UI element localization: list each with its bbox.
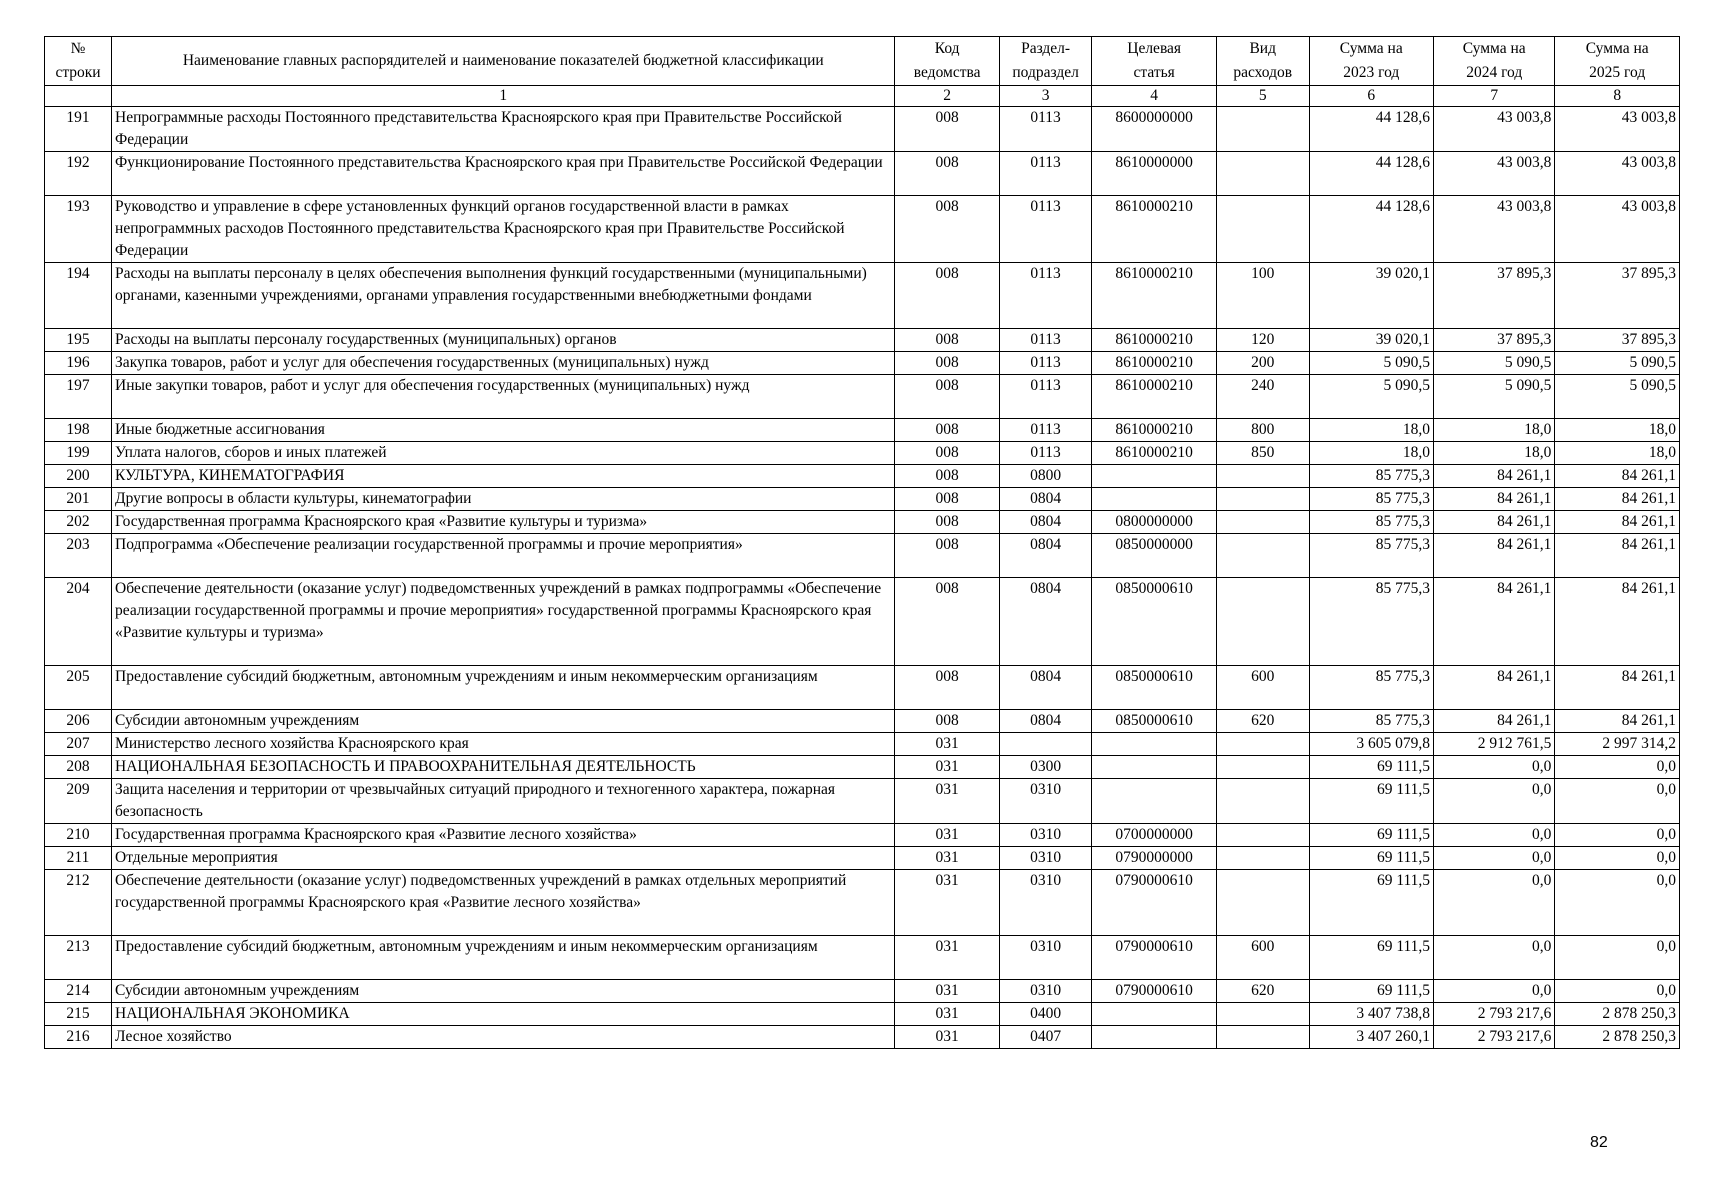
row-exp-type — [1216, 847, 1309, 870]
row-sum-2025: 43 003,8 — [1555, 196, 1680, 263]
row-sum-2024: 0,0 — [1434, 980, 1555, 1003]
row-sum-2024: 2 793 217,6 — [1434, 1003, 1555, 1026]
row-target: 8610000210 — [1092, 419, 1217, 442]
row-name: Уплата налогов, сборов и иных платежей — [112, 442, 895, 465]
row-sum-2023: 85 775,3 — [1309, 710, 1434, 733]
table-row — [45, 488, 1680, 511]
row-number: 199 — [45, 442, 112, 465]
row-sum-2023: 69 111,5 — [1309, 936, 1434, 980]
row-sum-2025: 18,0 — [1555, 419, 1680, 442]
row-exp-type — [1216, 196, 1309, 263]
row-sum-2024: 43 003,8 — [1434, 196, 1555, 263]
table-row — [45, 465, 1680, 488]
row-sum-2024: 0,0 — [1434, 936, 1555, 980]
row-section: 0804 — [999, 578, 1092, 666]
row-exp-type: 600 — [1216, 666, 1309, 710]
row-section: 0310 — [999, 870, 1092, 936]
row-name: Обеспечение деятельности (оказание услуг) подведомственных учреждений в рамках подпрограммы «Обеспечение реализации государственной программы и прочие мероприятия» государственной программы Красноярского края «Развитие культуры и туризма» — [112, 578, 895, 666]
row-sum-2024: 2 793 217,6 — [1434, 1026, 1555, 1049]
table-body — [45, 107, 1680, 1049]
row-exp-type — [1216, 824, 1309, 847]
row-sum-2025: 84 261,1 — [1555, 710, 1680, 733]
row-sum-2025: 0,0 — [1555, 936, 1680, 980]
row-target: 0850000610 — [1092, 710, 1217, 733]
row-sum-2025: 0,0 — [1555, 756, 1680, 779]
row-section: 0407 — [999, 1026, 1092, 1049]
row-sum-2024: 5 090,5 — [1434, 352, 1555, 375]
table-row — [45, 578, 1680, 666]
row-target — [1092, 1003, 1217, 1026]
row-sum-2024: 84 261,1 — [1434, 666, 1555, 710]
row-number: 192 — [45, 152, 112, 196]
row-target: 8610000210 — [1092, 196, 1217, 263]
row-exp-type — [1216, 465, 1309, 488]
row-dept-code: 031 — [895, 980, 999, 1003]
row-sum-2024: 18,0 — [1434, 419, 1555, 442]
row-number: 213 — [45, 936, 112, 980]
row-exp-type: 120 — [1216, 329, 1309, 352]
row-number: 207 — [45, 733, 112, 756]
row-target: 8610000210 — [1092, 375, 1217, 419]
row-name: Лесное хозяйство — [112, 1026, 895, 1049]
row-sum-2025: 84 261,1 — [1555, 488, 1680, 511]
row-section: 0310 — [999, 824, 1092, 847]
row-dept-code: 008 — [895, 329, 999, 352]
row-name: Предоставление субсидий бюджетным, автономным учреждениям и иным некоммерческим организациям — [112, 936, 895, 980]
row-dept-code: 031 — [895, 756, 999, 779]
row-section: 0113 — [999, 329, 1092, 352]
row-exp-type — [1216, 107, 1309, 152]
row-dept-code: 008 — [895, 488, 999, 511]
row-target: 0850000610 — [1092, 666, 1217, 710]
row-dept-code: 008 — [895, 710, 999, 733]
row-sum-2024: 84 261,1 — [1434, 578, 1555, 666]
row-section: 0300 — [999, 756, 1092, 779]
row-number: 204 — [45, 578, 112, 666]
row-target: 8600000000 — [1092, 107, 1217, 152]
row-section: 0113 — [999, 442, 1092, 465]
table-row — [45, 779, 1680, 824]
table-row — [45, 710, 1680, 733]
row-sum-2023: 85 775,3 — [1309, 666, 1434, 710]
row-target: 8610000000 — [1092, 152, 1217, 196]
row-target: 0790000610 — [1092, 936, 1217, 980]
row-sum-2023: 5 090,5 — [1309, 352, 1434, 375]
row-sum-2025: 84 261,1 — [1555, 578, 1680, 666]
row-section: 0804 — [999, 534, 1092, 578]
row-dept-code: 008 — [895, 442, 999, 465]
row-sum-2024: 37 895,3 — [1434, 329, 1555, 352]
row-name: Подпрограмма «Обеспечение реализации государственной программы и прочие мероприятия» — [112, 534, 895, 578]
header-target: Целевая статья — [1092, 37, 1217, 86]
row-name: Иные закупки товаров, работ и услуг для обеспечения государственных (муниципальных) нужд — [112, 375, 895, 419]
row-number: 205 — [45, 666, 112, 710]
column-number: 3 — [999, 86, 1092, 107]
row-number: 197 — [45, 375, 112, 419]
table-row — [45, 756, 1680, 779]
row-dept-code: 031 — [895, 1003, 999, 1026]
row-sum-2023: 69 111,5 — [1309, 870, 1434, 936]
row-name: Функционирование Постоянного представительства Красноярского края при Правительстве Российской Федерации — [112, 152, 895, 196]
row-exp-type: 850 — [1216, 442, 1309, 465]
table-row — [45, 870, 1680, 936]
row-sum-2024: 0,0 — [1434, 824, 1555, 847]
column-number: 7 — [1434, 86, 1555, 107]
row-sum-2025: 84 261,1 — [1555, 534, 1680, 578]
row-sum-2025: 37 895,3 — [1555, 263, 1680, 329]
column-number: 2 — [895, 86, 999, 107]
header-exp-type: Вид расходов — [1216, 37, 1309, 86]
row-sum-2025: 43 003,8 — [1555, 107, 1680, 152]
row-dept-code: 031 — [895, 733, 999, 756]
row-exp-type: 620 — [1216, 980, 1309, 1003]
row-name: Расходы на выплаты персоналу государственных (муниципальных) органов — [112, 329, 895, 352]
row-dept-code: 031 — [895, 936, 999, 980]
row-dept-code: 008 — [895, 419, 999, 442]
table-row — [45, 511, 1680, 534]
row-exp-type — [1216, 488, 1309, 511]
header-name: Наименование главных распорядителей и наименование показателей бюджетной классификации — [112, 37, 895, 86]
row-dept-code: 031 — [895, 870, 999, 936]
row-target: 0790000610 — [1092, 980, 1217, 1003]
row-target: 8610000210 — [1092, 352, 1217, 375]
row-sum-2023: 18,0 — [1309, 442, 1434, 465]
row-exp-type — [1216, 756, 1309, 779]
row-sum-2025: 2 878 250,3 — [1555, 1003, 1680, 1026]
row-dept-code: 008 — [895, 375, 999, 419]
row-dept-code: 008 — [895, 534, 999, 578]
row-sum-2024: 18,0 — [1434, 442, 1555, 465]
row-name: Защита населения и территории от чрезвычайных ситуаций природного и техногенного характера, пожарная безопасность — [112, 779, 895, 824]
row-exp-type — [1216, 578, 1309, 666]
row-name: Непрограммные расходы Постоянного представительства Красноярского края при Правительстве Российской Федерации — [112, 107, 895, 152]
row-target: 0790000610 — [1092, 870, 1217, 936]
row-exp-type — [1216, 733, 1309, 756]
row-number: 191 — [45, 107, 112, 152]
row-sum-2023: 69 111,5 — [1309, 847, 1434, 870]
row-sum-2023: 69 111,5 — [1309, 756, 1434, 779]
row-section: 0310 — [999, 980, 1092, 1003]
row-sum-2023: 3 407 260,1 — [1309, 1026, 1434, 1049]
row-dept-code: 008 — [895, 352, 999, 375]
row-sum-2025: 84 261,1 — [1555, 511, 1680, 534]
row-name: Отдельные мероприятия — [112, 847, 895, 870]
row-sum-2025: 84 261,1 — [1555, 465, 1680, 488]
row-sum-2024: 5 090,5 — [1434, 375, 1555, 419]
table-row — [45, 107, 1680, 152]
row-exp-type — [1216, 511, 1309, 534]
row-sum-2024: 84 261,1 — [1434, 511, 1555, 534]
row-number: 201 — [45, 488, 112, 511]
row-sum-2024: 0,0 — [1434, 779, 1555, 824]
row-exp-type — [1216, 534, 1309, 578]
row-dept-code: 031 — [895, 779, 999, 824]
row-sum-2025: 18,0 — [1555, 442, 1680, 465]
row-sum-2025: 0,0 — [1555, 779, 1680, 824]
row-number: 202 — [45, 511, 112, 534]
row-number: 214 — [45, 980, 112, 1003]
row-dept-code: 031 — [895, 847, 999, 870]
row-section: 0400 — [999, 1003, 1092, 1026]
header-sum-2024: Сумма на 2024 год — [1434, 37, 1555, 86]
row-exp-type: 100 — [1216, 263, 1309, 329]
row-dept-code: 008 — [895, 578, 999, 666]
row-number: 196 — [45, 352, 112, 375]
row-dept-code: 008 — [895, 511, 999, 534]
row-sum-2024: 0,0 — [1434, 847, 1555, 870]
row-sum-2025: 84 261,1 — [1555, 666, 1680, 710]
row-exp-type — [1216, 1026, 1309, 1049]
row-sum-2023: 18,0 — [1309, 419, 1434, 442]
row-target: 0790000000 — [1092, 847, 1217, 870]
row-number: 206 — [45, 710, 112, 733]
row-sum-2024: 2 912 761,5 — [1434, 733, 1555, 756]
header-section: Раздел- подраздел — [999, 37, 1092, 86]
budget-sheet — [44, 36, 1680, 1049]
row-section — [999, 733, 1092, 756]
row-name: Государственная программа Красноярского края «Развитие лесного хозяйства» — [112, 824, 895, 847]
table-row — [45, 824, 1680, 847]
row-number: 215 — [45, 1003, 112, 1026]
row-target: 0700000000 — [1092, 824, 1217, 847]
row-target — [1092, 756, 1217, 779]
row-section: 0113 — [999, 419, 1092, 442]
row-sum-2025: 2 878 250,3 — [1555, 1026, 1680, 1049]
table-row — [45, 419, 1680, 442]
row-sum-2025: 37 895,3 — [1555, 329, 1680, 352]
row-name: Министерство лесного хозяйства Красноярского края — [112, 733, 895, 756]
row-exp-type: 600 — [1216, 936, 1309, 980]
row-target — [1092, 733, 1217, 756]
row-dept-code: 031 — [895, 824, 999, 847]
table-row — [45, 329, 1680, 352]
header-row-no: № строки — [45, 37, 112, 86]
row-section: 0310 — [999, 936, 1092, 980]
row-section: 0804 — [999, 488, 1092, 511]
row-number: 216 — [45, 1026, 112, 1049]
row-sum-2023: 39 020,1 — [1309, 329, 1434, 352]
row-sum-2025: 43 003,8 — [1555, 152, 1680, 196]
row-sum-2023: 3 605 079,8 — [1309, 733, 1434, 756]
row-sum-2023: 69 111,5 — [1309, 779, 1434, 824]
row-sum-2025: 5 090,5 — [1555, 352, 1680, 375]
row-sum-2023: 39 020,1 — [1309, 263, 1434, 329]
row-sum-2025: 2 997 314,2 — [1555, 733, 1680, 756]
row-target: 0850000610 — [1092, 578, 1217, 666]
row-section: 0804 — [999, 710, 1092, 733]
row-dept-code: 008 — [895, 152, 999, 196]
row-section: 0804 — [999, 666, 1092, 710]
row-number: 195 — [45, 329, 112, 352]
row-exp-type — [1216, 152, 1309, 196]
row-number: 208 — [45, 756, 112, 779]
row-sum-2024: 84 261,1 — [1434, 465, 1555, 488]
table-row — [45, 263, 1680, 329]
row-dept-code: 008 — [895, 666, 999, 710]
row-number: 198 — [45, 419, 112, 442]
row-sum-2023: 44 128,6 — [1309, 152, 1434, 196]
row-sum-2024: 84 261,1 — [1434, 534, 1555, 578]
row-sum-2024: 84 261,1 — [1434, 488, 1555, 511]
table-row — [45, 1026, 1680, 1049]
row-sum-2025: 0,0 — [1555, 870, 1680, 936]
header-sum-2025: Сумма на 2025 год — [1555, 37, 1680, 86]
table-row — [45, 847, 1680, 870]
row-sum-2024: 43 003,8 — [1434, 107, 1555, 152]
row-section: 0113 — [999, 375, 1092, 419]
row-name: Руководство и управление в сфере установленных функций органов государственной власти в рамках непрограммных расходов Постоянного представительства Красноярского края при Правительстве Российской Федерации — [112, 196, 895, 263]
row-sum-2024: 84 261,1 — [1434, 710, 1555, 733]
row-section: 0113 — [999, 152, 1092, 196]
row-exp-type — [1216, 870, 1309, 936]
row-number: 212 — [45, 870, 112, 936]
row-exp-type — [1216, 1003, 1309, 1026]
row-name: Расходы на выплаты персоналу в целях обеспечения выполнения функций государственными (муниципальными) органами, казенными учреждениями, органами управления государственными внебюджетными фондами — [112, 263, 895, 329]
row-target: 0800000000 — [1092, 511, 1217, 534]
row-number: 211 — [45, 847, 112, 870]
table-row — [45, 733, 1680, 756]
column-number: 6 — [1309, 86, 1434, 107]
row-section: 0113 — [999, 196, 1092, 263]
table-row — [45, 196, 1680, 263]
row-sum-2023: 85 775,3 — [1309, 488, 1434, 511]
row-dept-code: 008 — [895, 107, 999, 152]
row-sum-2024: 43 003,8 — [1434, 152, 1555, 196]
row-sum-2023: 85 775,3 — [1309, 534, 1434, 578]
row-exp-type: 800 — [1216, 419, 1309, 442]
row-name: Обеспечение деятельности (оказание услуг) подведомственных учреждений в рамках отдельных мероприятий государственной программы Красноярского края «Развитие лесного хозяйства» — [112, 870, 895, 936]
row-sum-2023: 44 128,6 — [1309, 196, 1434, 263]
column-number: 5 — [1216, 86, 1309, 107]
row-sum-2023: 69 111,5 — [1309, 980, 1434, 1003]
table-row — [45, 980, 1680, 1003]
header-dept-code: Код ведомства — [895, 37, 999, 86]
row-name: Предоставление субсидий бюджетным, автономным учреждениям и иным некоммерческим организациям — [112, 666, 895, 710]
column-number: 8 — [1555, 86, 1680, 107]
table-row — [45, 666, 1680, 710]
table-row — [45, 442, 1680, 465]
row-name: НАЦИОНАЛЬНАЯ ЭКОНОМИКА — [112, 1003, 895, 1026]
row-sum-2025: 0,0 — [1555, 847, 1680, 870]
row-sum-2023: 85 775,3 — [1309, 578, 1434, 666]
row-name: КУЛЬТУРА, КИНЕМАТОГРАФИЯ — [112, 465, 895, 488]
row-sum-2025: 5 090,5 — [1555, 375, 1680, 419]
row-number: 203 — [45, 534, 112, 578]
row-sum-2023: 5 090,5 — [1309, 375, 1434, 419]
row-number: 209 — [45, 779, 112, 824]
row-exp-type: 240 — [1216, 375, 1309, 419]
row-sum-2024: 37 895,3 — [1434, 263, 1555, 329]
row-section: 0800 — [999, 465, 1092, 488]
table-row — [45, 152, 1680, 196]
row-name: Субсидии автономным учреждениям — [112, 980, 895, 1003]
column-number: 4 — [1092, 86, 1217, 107]
row-number: 210 — [45, 824, 112, 847]
row-target: 8610000210 — [1092, 442, 1217, 465]
row-target — [1092, 488, 1217, 511]
header-row — [45, 37, 1680, 86]
row-target — [1092, 1026, 1217, 1049]
row-name: Субсидии автономным учреждениям — [112, 710, 895, 733]
row-sum-2023: 85 775,3 — [1309, 511, 1434, 534]
row-section: 0310 — [999, 847, 1092, 870]
row-exp-type: 200 — [1216, 352, 1309, 375]
row-section: 0113 — [999, 263, 1092, 329]
row-target — [1092, 779, 1217, 824]
row-dept-code: 008 — [895, 196, 999, 263]
row-target: 8610000210 — [1092, 329, 1217, 352]
row-target: 0850000000 — [1092, 534, 1217, 578]
row-section: 0113 — [999, 107, 1092, 152]
row-name: Закупка товаров, работ и услуг для обеспечения государственных (муниципальных) нужд — [112, 352, 895, 375]
row-name: Государственная программа Красноярского края «Развитие культуры и туризма» — [112, 511, 895, 534]
row-section: 0310 — [999, 779, 1092, 824]
column-number-row — [45, 86, 1680, 107]
row-name: Иные бюджетные ассигнования — [112, 419, 895, 442]
header-sum-2023: Сумма на 2023 год — [1309, 37, 1434, 86]
row-exp-type: 620 — [1216, 710, 1309, 733]
row-sum-2025: 0,0 — [1555, 824, 1680, 847]
page-number: 82 — [1590, 1134, 1608, 1151]
column-number: 1 — [112, 86, 895, 107]
table-row — [45, 375, 1680, 419]
row-sum-2023: 69 111,5 — [1309, 824, 1434, 847]
row-dept-code: 031 — [895, 1026, 999, 1049]
row-name: НАЦИОНАЛЬНАЯ БЕЗОПАСНОСТЬ И ПРАВООХРАНИТЕЛЬНАЯ ДЕЯТЕЛЬНОСТЬ — [112, 756, 895, 779]
row-target — [1092, 465, 1217, 488]
row-number: 193 — [45, 196, 112, 263]
table-row — [45, 936, 1680, 980]
row-sum-2023: 3 407 738,8 — [1309, 1003, 1434, 1026]
row-name: Другие вопросы в области культуры, кинематографии — [112, 488, 895, 511]
row-section: 0113 — [999, 352, 1092, 375]
row-sum-2025: 0,0 — [1555, 980, 1680, 1003]
row-dept-code: 008 — [895, 465, 999, 488]
row-target: 8610000210 — [1092, 263, 1217, 329]
row-exp-type — [1216, 779, 1309, 824]
table-row — [45, 534, 1680, 578]
table-row — [45, 1003, 1680, 1026]
row-section: 0804 — [999, 511, 1092, 534]
row-sum-2023: 85 775,3 — [1309, 465, 1434, 488]
column-number — [45, 86, 112, 107]
row-dept-code: 008 — [895, 263, 999, 329]
table-row — [45, 352, 1680, 375]
row-number: 200 — [45, 465, 112, 488]
budget-table — [44, 36, 1680, 1049]
row-sum-2024: 0,0 — [1434, 870, 1555, 936]
row-sum-2024: 0,0 — [1434, 756, 1555, 779]
row-sum-2023: 44 128,6 — [1309, 107, 1434, 152]
row-number: 194 — [45, 263, 112, 329]
